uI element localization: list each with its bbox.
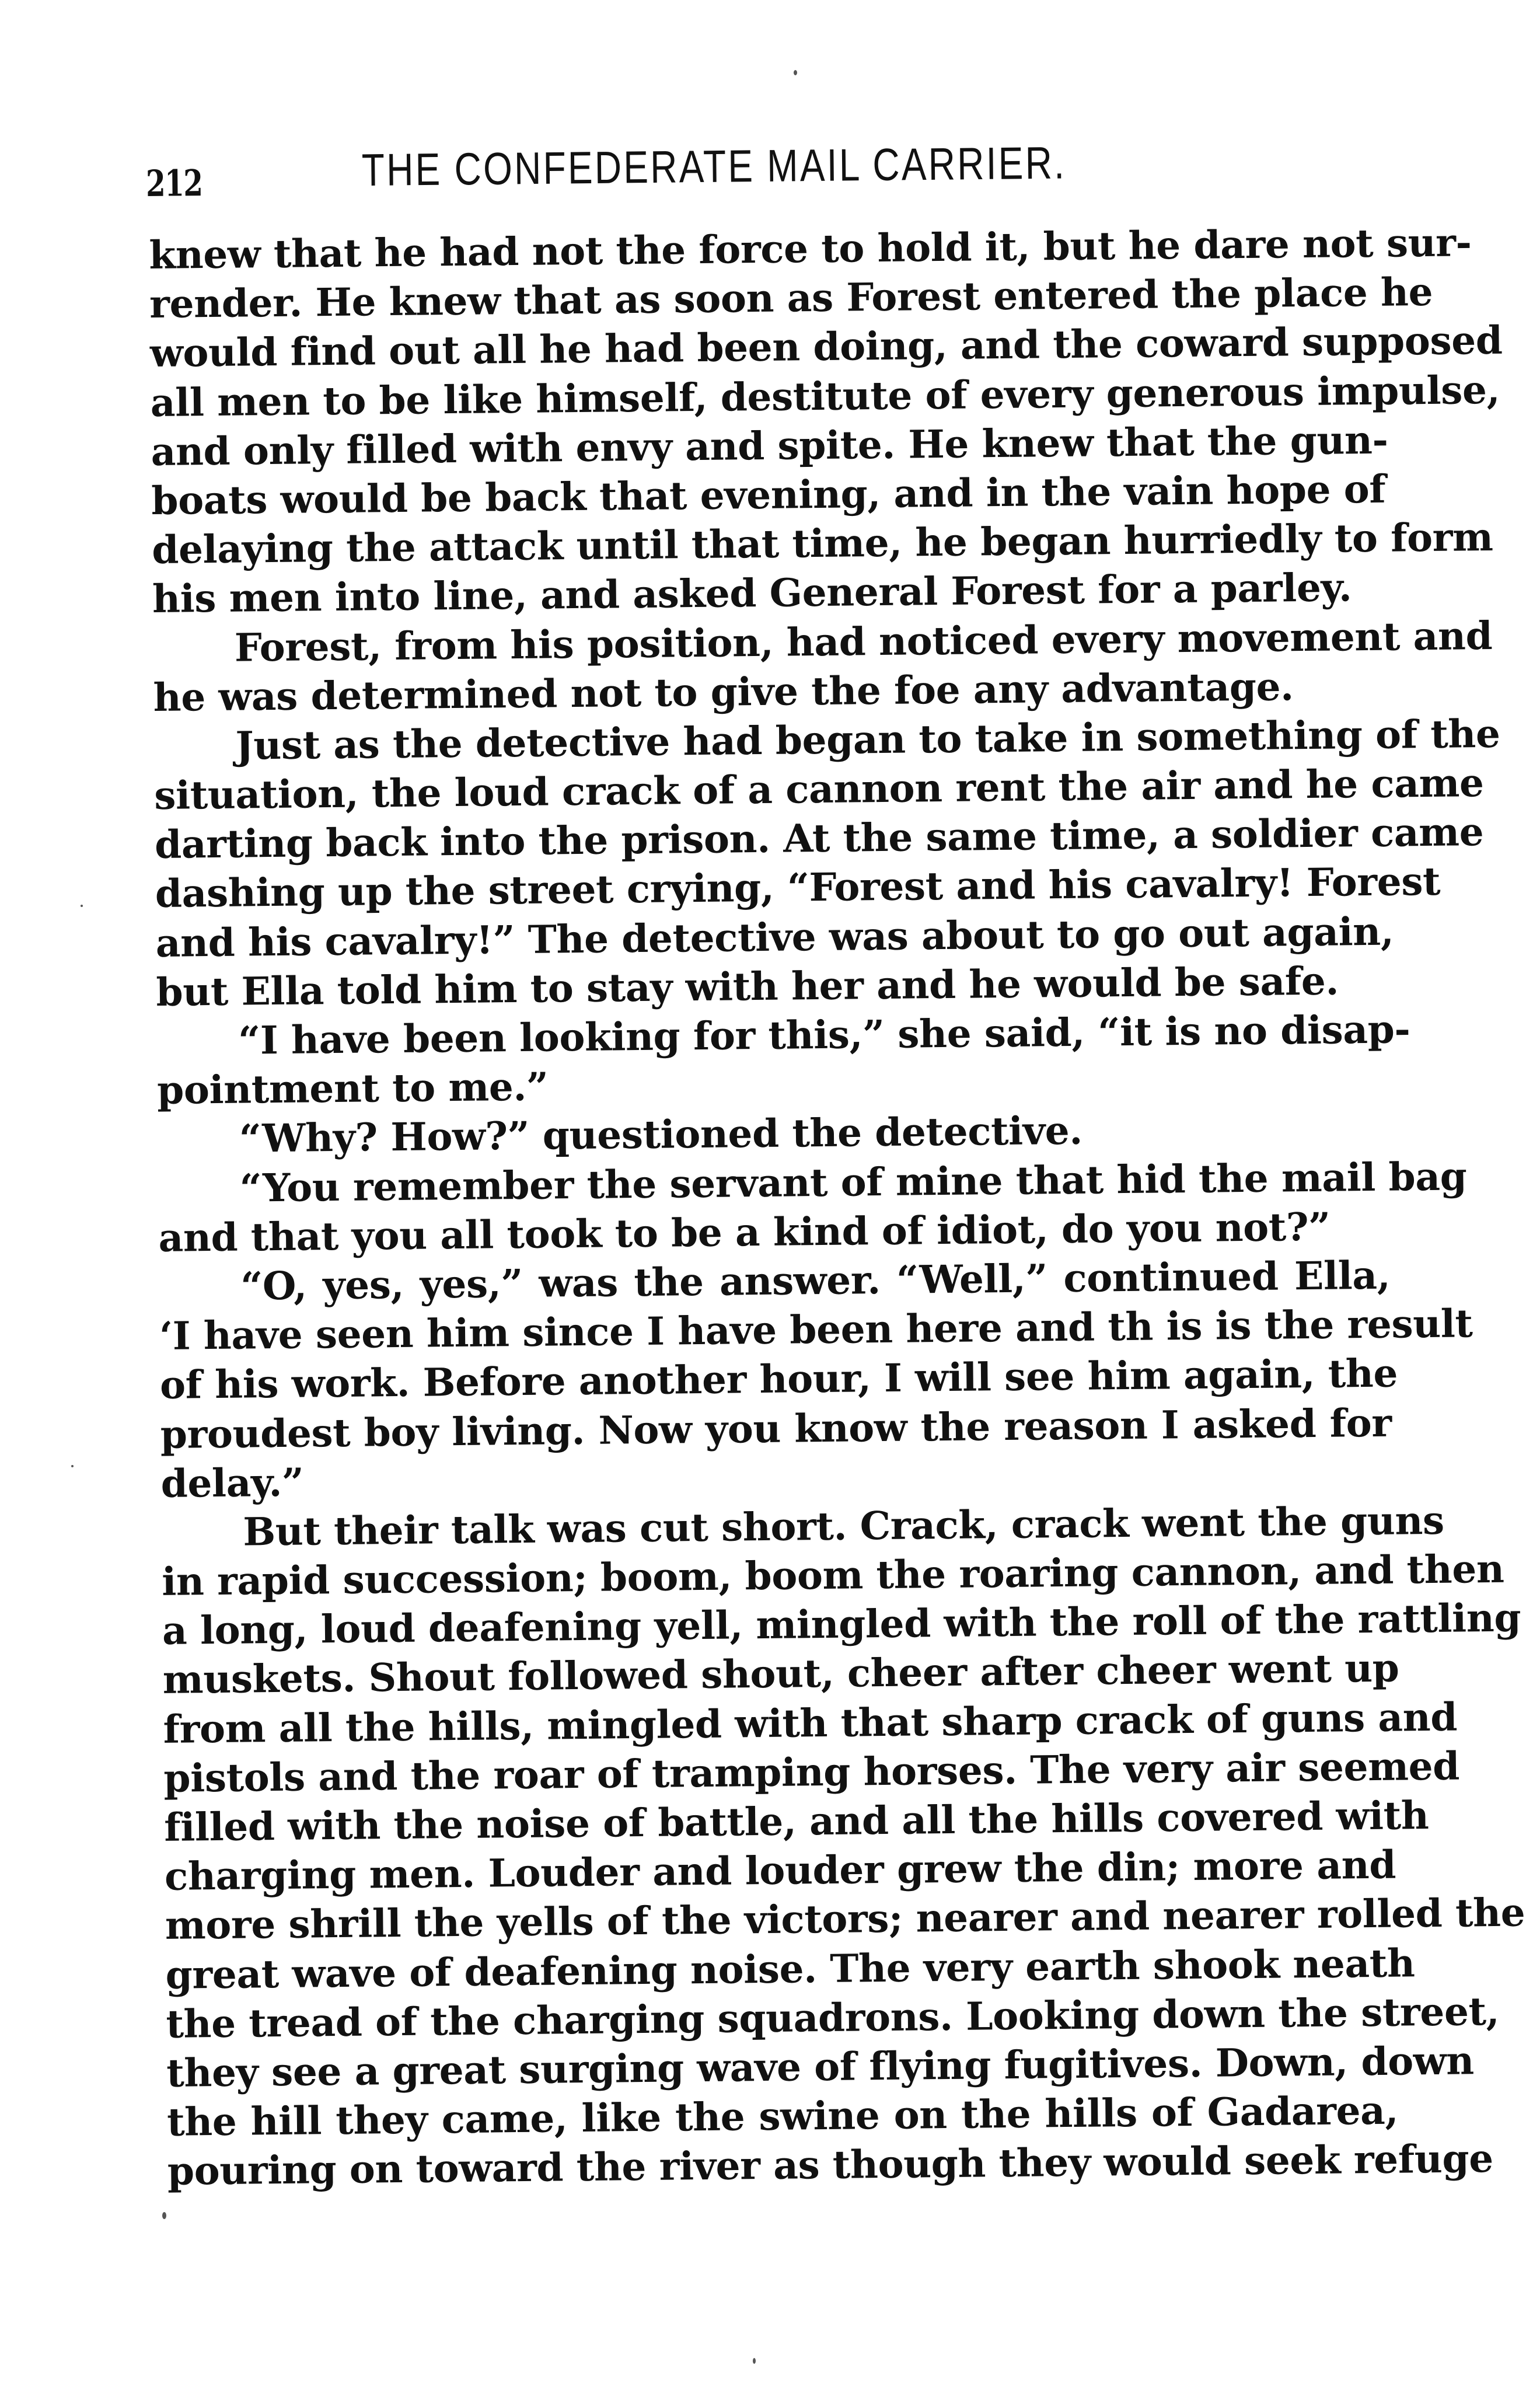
text-line: a long, loud deafening yell, mingled with the roll of the rattling	[162, 1595, 1521, 1654]
scan-speck	[162, 2212, 166, 2219]
text-line: the hill they came, like the swine on the hills of Gadarea,	[166, 2087, 1399, 2145]
text-line: boats would be back that evening, and in the vain hope of	[151, 466, 1386, 524]
running-title: THE CONFEDERATE MAIL CARRIER.	[361, 137, 1067, 196]
text-line: delay.”	[160, 1459, 304, 1506]
text-line: pointment to me.”	[156, 1063, 549, 1114]
text-line: darting back into the prison. At the same time, a soldier came	[154, 809, 1484, 868]
text-line: “I have been looking for this,” she said, “it is no disap-	[238, 1006, 1410, 1063]
text-line: great wave of deafening noise. The very earth shook neath	[165, 1939, 1415, 1998]
scan-speck	[81, 905, 83, 907]
text-line: the tread of the charging squadrons. Looking down the street,	[166, 1988, 1500, 2047]
text-line: ‘I have seen him since I have been here and th is is the result	[159, 1300, 1473, 1359]
text-line: his men into line, and asked General Forest for a parley.	[152, 564, 1352, 622]
text-line: But their talk was cut short. Crack, crack went the guns	[243, 1497, 1445, 1555]
text-line: muskets. Shout followed shout, cheer after cheer went up	[162, 1645, 1399, 1703]
text-line: knew that he had not the force to hold it, but he dare not sur-	[149, 219, 1472, 278]
text-line: and only filled with envy and spite. He knew that the gun-	[151, 417, 1388, 475]
text-line: Just as the detective had began to take in something of the	[235, 710, 1500, 769]
page-number: 212	[145, 161, 202, 205]
scan-speck	[71, 1465, 74, 1467]
body-text	[149, 219, 1525, 2196]
text-line: “O, yes, yes,” was the answer. “Well,” continued Ella,	[240, 1252, 1391, 1309]
text-line: they see a great surging wave of flying fugitives. Down, down	[166, 2038, 1475, 2096]
text-line: delaying the attack until that time, he began hurriedly to form	[151, 514, 1493, 573]
text-line: proudest boy living. Now you know the reason I asked for	[160, 1400, 1392, 1457]
text-line: of his work. Before another hour, I will see him again, the	[159, 1350, 1398, 1408]
text-line: more shrill the yells of the victors; nearer and nearer rolled the	[165, 1889, 1525, 1949]
text-line: situation, the loud crack of a cannon rent the air and he came	[153, 760, 1484, 819]
text-line: pouring on toward the river as though they would seek refuge	[167, 2136, 1494, 2195]
text-line: charging men. Louder and louder grew the din; more and	[164, 1841, 1396, 1900]
text-line: render. He knew that as soon as Forest entered the place he	[149, 269, 1433, 327]
text-line: but Ella told him to stay with her and he would be safe.	[156, 958, 1339, 1015]
text-line: and that you all took to be a kind of idiot, do you not?”	[158, 1204, 1331, 1261]
text-line: filled with the noise of battle, and all the hills covered with	[163, 1792, 1429, 1850]
text-line: Forest, from his position, had noticed every movement and	[234, 612, 1493, 671]
running-head	[145, 132, 1401, 216]
text-line: from all the hills, mingled with that sharp crack of guns and	[163, 1694, 1458, 1752]
text-line: he was determined not to give the foe any advantage.	[153, 663, 1294, 720]
text-line: “Why? How?” questioned the detective.	[239, 1108, 1083, 1161]
scan-speck	[753, 2358, 756, 2364]
text-line: “You remember the servant of mine that hid the mail bag	[239, 1153, 1467, 1211]
text-line: would find out all he had been doing, and the coward supposed	[149, 318, 1503, 376]
text-line: all men to be like himself, destitute of every generous impulse,	[150, 367, 1500, 425]
text-line: dashing up the street crying, “Forest and his cavalry! Forest	[155, 859, 1441, 917]
scan-speck	[794, 70, 797, 75]
text-line: and his cavalry!” The detective was about to go out again,	[155, 908, 1394, 966]
text-line: in rapid succession; boom, boom the roaring cannon, and then	[161, 1546, 1504, 1604]
text-line: pistols and the roar of tramping horses. The very air seemed	[163, 1743, 1460, 1801]
